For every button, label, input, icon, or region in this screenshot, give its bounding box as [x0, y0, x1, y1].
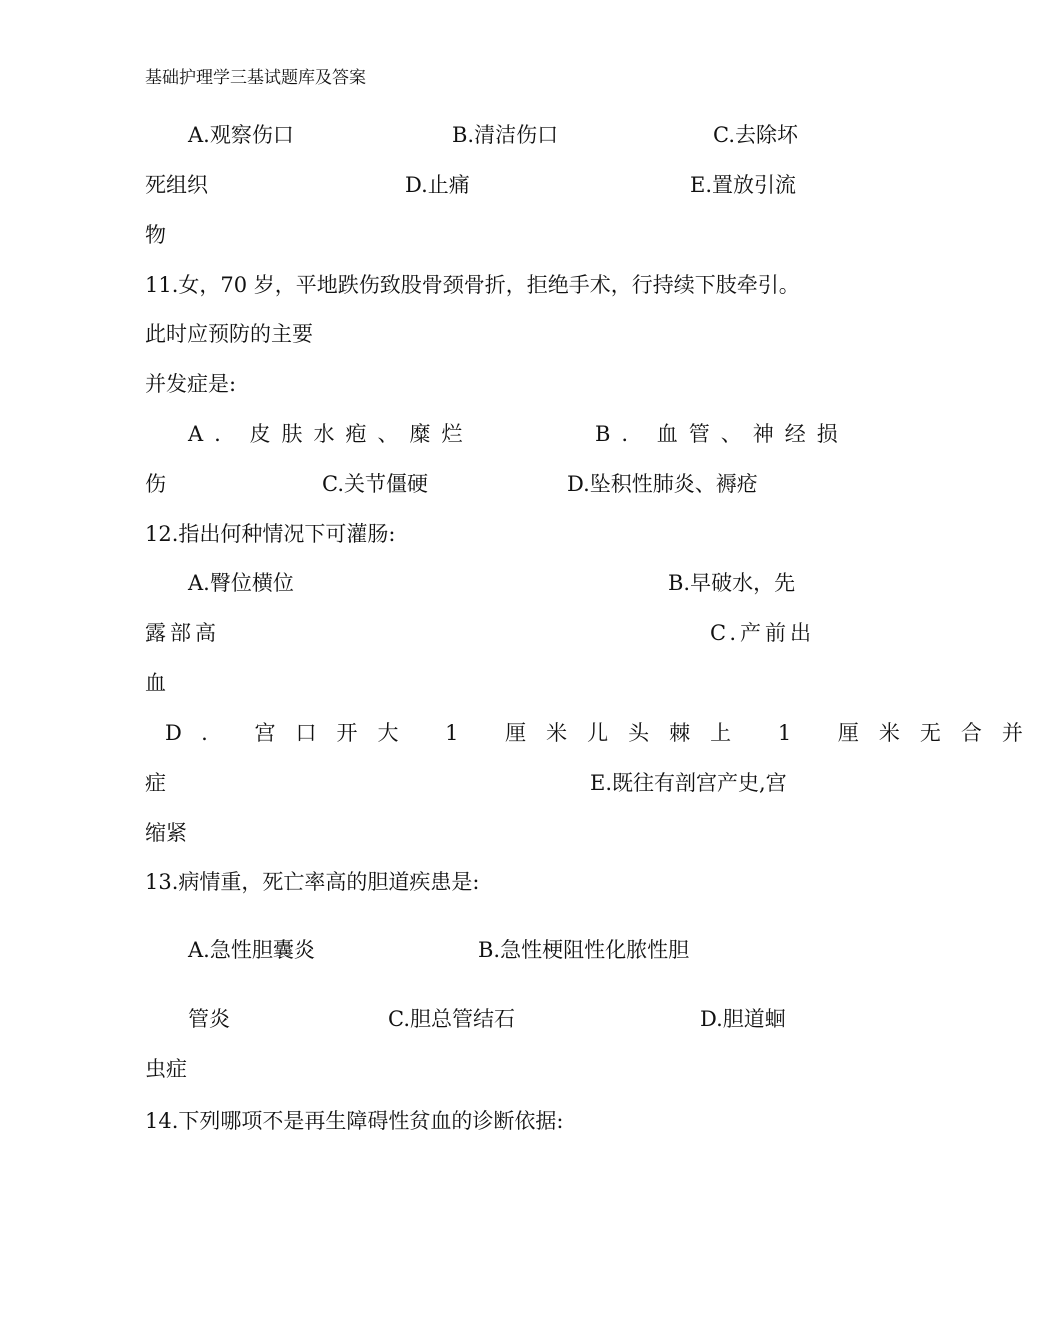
q11-stem-line1: 11.女，70 岁，平地跌伤致股骨颈骨折，拒绝手术，行持续下肢牵引。 — [145, 273, 800, 297]
q12-option-e: E.既往有剖宫产史,宫 — [590, 771, 787, 795]
q11-option-c: C.关节僵硬 — [322, 472, 428, 496]
q11-option-d: D.坠积性肺炎、褥疮 — [567, 472, 758, 496]
q11-stem-line3: 并发症是: — [145, 372, 237, 396]
q13-option-c: C.胆总管结石 — [388, 1007, 515, 1031]
q12-option-b-cont: 露部高 — [145, 621, 220, 645]
q13-option-d: D.胆道蛔 — [700, 1007, 786, 1031]
q12-option-d-cont: 症 — [145, 771, 166, 795]
q13-option-b: B.急性梗阻性化脓性胆 — [478, 938, 690, 962]
q12-option-e-cont: 缩紧 — [145, 821, 187, 845]
q13-option-d-cont: 虫症 — [145, 1057, 187, 1081]
q12-option-c-cont: 血 — [145, 671, 166, 695]
page-header: 基础护理学三基试题库及答案 — [145, 68, 366, 88]
q10-option-d: D.止痛 — [405, 173, 470, 197]
q11-option-b-cont: 伤 — [145, 472, 166, 496]
q12-option-d: D. 宫口开大 1 厘米儿头棘上 1 厘米无合并 — [165, 721, 1043, 745]
q10-option-c-cont: 死组织 — [145, 173, 208, 197]
q11-stem-line2: 此时应预防的主要 — [145, 322, 313, 346]
q11-option-b: B. 血管、神经损 — [595, 422, 849, 446]
q14-stem: 14.下列哪项不是再生障碍性贫血的诊断依据: — [145, 1109, 564, 1133]
q13-option-a: A.急性胆囊炎 — [188, 938, 315, 962]
q10-option-a: A.观察伤口 — [188, 123, 294, 147]
q10-option-e-cont: 物 — [145, 223, 166, 247]
q10-option-e: E.置放引流 — [690, 173, 797, 197]
q13-option-b-cont: 管炎 — [188, 1007, 230, 1031]
q13-stem: 13.病情重，死亡率高的胆道疾患是: — [145, 870, 480, 894]
q10-option-c: C.去除坏 — [713, 123, 798, 147]
q12-stem: 12.指出何种情况下可灌肠: — [145, 522, 396, 546]
q10-option-b: B.清洁伤口 — [452, 123, 559, 147]
q12-option-a: A.臀位横位 — [188, 571, 294, 595]
q12-option-b: B.早破水，先 — [668, 571, 796, 595]
q11-option-a: A. 皮肤水疱、糜烂 — [188, 422, 474, 446]
q12-option-c: C.产前出 — [710, 621, 815, 645]
